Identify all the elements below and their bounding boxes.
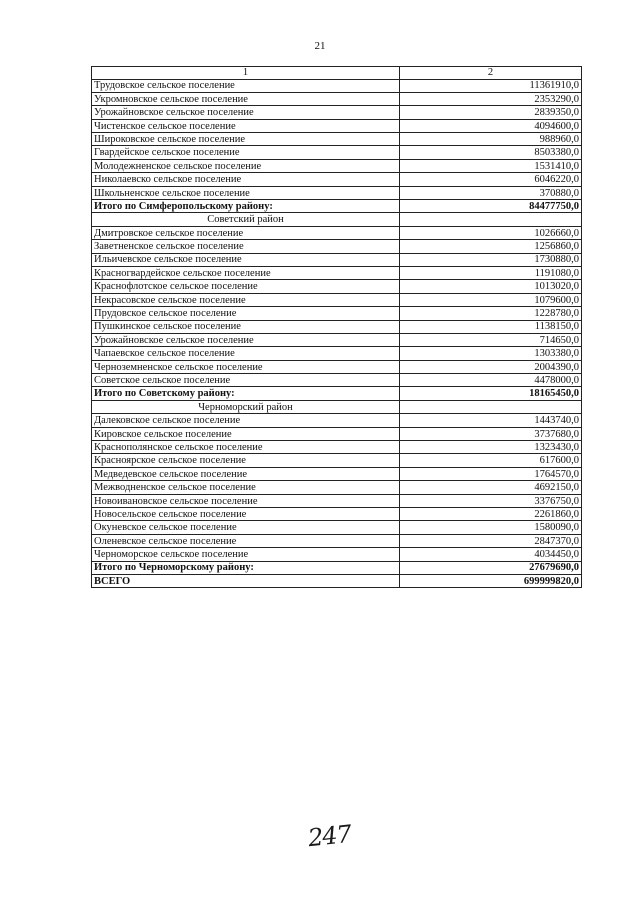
settlement-name: Красноярское сельское поселение <box>92 454 400 467</box>
column-header-value: 2 <box>400 67 582 80</box>
total-row <box>92 574 582 587</box>
settlement-name: Оленевское сельское поселение <box>92 534 400 547</box>
amount-value: 1256860,0 <box>400 240 582 253</box>
settlement-name: Советское сельское поселение <box>92 374 400 387</box>
table-row <box>92 333 582 346</box>
amount-value: 2839350,0 <box>400 106 582 119</box>
settlement-name: Ильичевское сельское поселение <box>92 253 400 266</box>
amount-value: 1013020,0 <box>400 280 582 293</box>
settlement-name: Трудовское сельское поселение <box>92 79 400 92</box>
table-row <box>92 159 582 172</box>
table-row <box>92 266 582 279</box>
amount-value: 2847370,0 <box>400 534 582 547</box>
table-row <box>92 293 582 306</box>
settlement-name: Некрасовское сельское поселение <box>92 293 400 306</box>
table-row <box>92 253 582 266</box>
amount-value: 3737680,0 <box>400 427 582 440</box>
settlement-name: Пушкинское сельское поселение <box>92 320 400 333</box>
amount-value: 4094600,0 <box>400 119 582 132</box>
table-row <box>92 280 582 293</box>
table-row <box>92 494 582 507</box>
amount-value: 84477750,0 <box>400 200 582 213</box>
amount-value: 2261860,0 <box>400 508 582 521</box>
table-row <box>92 414 582 427</box>
section-title: Советский район <box>92 213 400 226</box>
settlement-name: Укромновское сельское поселение <box>92 92 400 105</box>
amount-value: 1228780,0 <box>400 307 582 320</box>
settlement-name: Прудовское сельское поселение <box>92 307 400 320</box>
amount-value: 1026660,0 <box>400 226 582 239</box>
amount-value: 1079600,0 <box>400 293 582 306</box>
table-row <box>92 92 582 105</box>
column-header-row <box>92 67 582 80</box>
table-row <box>92 454 582 467</box>
amount-value: 11361910,0 <box>400 79 582 92</box>
amount-value: 1191080,0 <box>400 266 582 279</box>
settlement-name: Краснополянское сельское поселение <box>92 441 400 454</box>
settlement-name: Итого по Симферопольскому району: <box>92 200 400 213</box>
total-row <box>92 200 582 213</box>
amount-value: 4478000,0 <box>400 374 582 387</box>
table-row <box>92 441 582 454</box>
table-row <box>92 226 582 239</box>
page-number: 21 <box>314 40 326 52</box>
table-row <box>92 360 582 373</box>
table-row <box>92 534 582 547</box>
amount-value: 27679690,0 <box>400 561 582 574</box>
total-row <box>92 387 582 400</box>
settlement-name: Новосельское сельское поселение <box>92 508 400 521</box>
table-row <box>92 173 582 186</box>
settlement-name: Чапаевское сельское поселение <box>92 347 400 360</box>
amount-value: 699999820,0 <box>400 574 582 587</box>
table-row <box>92 146 582 159</box>
settlement-name: Урожайновское сельское поселение <box>92 333 400 346</box>
settlement-name: Новоивановское сельское поселение <box>92 494 400 507</box>
amount-value: 2353290,0 <box>400 92 582 105</box>
table-row <box>92 521 582 534</box>
table-row <box>92 119 582 132</box>
table-row <box>92 467 582 480</box>
settlement-name: Окуневское сельское поселение <box>92 521 400 534</box>
table-row <box>92 427 582 440</box>
settlement-name: Черноземненское сельское поселение <box>92 360 400 373</box>
settlement-name: ВСЕГО <box>92 574 400 587</box>
amount-value: 1730880,0 <box>400 253 582 266</box>
settlement-name: Урожайновское сельское поселение <box>92 106 400 119</box>
table-row <box>92 133 582 146</box>
table-row <box>92 508 582 521</box>
settlement-name: Итого по Черноморскому району: <box>92 561 400 574</box>
budget-table-body <box>92 67 582 588</box>
settlement-name: Дмитровское сельское поселение <box>92 226 400 239</box>
total-row <box>92 561 582 574</box>
settlement-name: Итого по Советскому району: <box>92 387 400 400</box>
settlement-name: Красногвардейское сельское поселение <box>92 266 400 279</box>
section-header-row <box>92 213 582 226</box>
settlement-name: Кировское сельское поселение <box>92 427 400 440</box>
settlement-name: Чистенское сельское поселение <box>92 119 400 132</box>
settlement-name: Заветненское сельское поселение <box>92 240 400 253</box>
table-row <box>92 548 582 561</box>
handwritten-page-mark: 247 <box>306 819 353 853</box>
amount-value: 4034450,0 <box>400 548 582 561</box>
table-row <box>92 320 582 333</box>
amount-value: 1323430,0 <box>400 441 582 454</box>
table-row <box>92 186 582 199</box>
settlement-name: Далековское сельское поселение <box>92 414 400 427</box>
amount-value: 4692150,0 <box>400 481 582 494</box>
table-row <box>92 307 582 320</box>
settlement-name: Широковское сельское поселение <box>92 133 400 146</box>
amount-value: 1764570,0 <box>400 467 582 480</box>
settlement-name: Краснофлотское сельское поселение <box>92 280 400 293</box>
table-row <box>92 79 582 92</box>
settlement-name: Молодежненское сельское поселение <box>92 159 400 172</box>
amount-value: 370880,0 <box>400 186 582 199</box>
section-title: Черноморский район <box>92 400 400 413</box>
table-row <box>92 347 582 360</box>
amount-value: 1443740,0 <box>400 414 582 427</box>
amount-value: 18165450,0 <box>400 387 582 400</box>
amount-value: 988960,0 <box>400 133 582 146</box>
amount-value: 3376750,0 <box>400 494 582 507</box>
settlement-name: Школьненское сельское поселение <box>92 186 400 199</box>
budget-table <box>91 66 582 588</box>
amount-value: 1138150,0 <box>400 320 582 333</box>
amount-value: 1580090,0 <box>400 521 582 534</box>
amount-value: 8503380,0 <box>400 146 582 159</box>
amount-value: 1531410,0 <box>400 159 582 172</box>
section-empty-cell <box>400 213 582 226</box>
amount-value: 1303380,0 <box>400 347 582 360</box>
section-empty-cell <box>400 400 582 413</box>
section-header-row <box>92 400 582 413</box>
amount-value: 6046220,0 <box>400 173 582 186</box>
table-row <box>92 481 582 494</box>
amount-value: 2004390,0 <box>400 360 582 373</box>
settlement-name: Гвардейское сельское поселение <box>92 146 400 159</box>
table-row <box>92 374 582 387</box>
settlement-name: Медведевское сельское поселение <box>92 467 400 480</box>
settlement-name: Николаевско сельское поселение <box>92 173 400 186</box>
settlement-name: Черноморское сельское поселение <box>92 548 400 561</box>
amount-value: 714650,0 <box>400 333 582 346</box>
column-header-name: 1 <box>92 67 400 80</box>
settlement-name: Межводненское сельское поселение <box>92 481 400 494</box>
table-row <box>92 240 582 253</box>
table-row <box>92 106 582 119</box>
amount-value: 617600,0 <box>400 454 582 467</box>
